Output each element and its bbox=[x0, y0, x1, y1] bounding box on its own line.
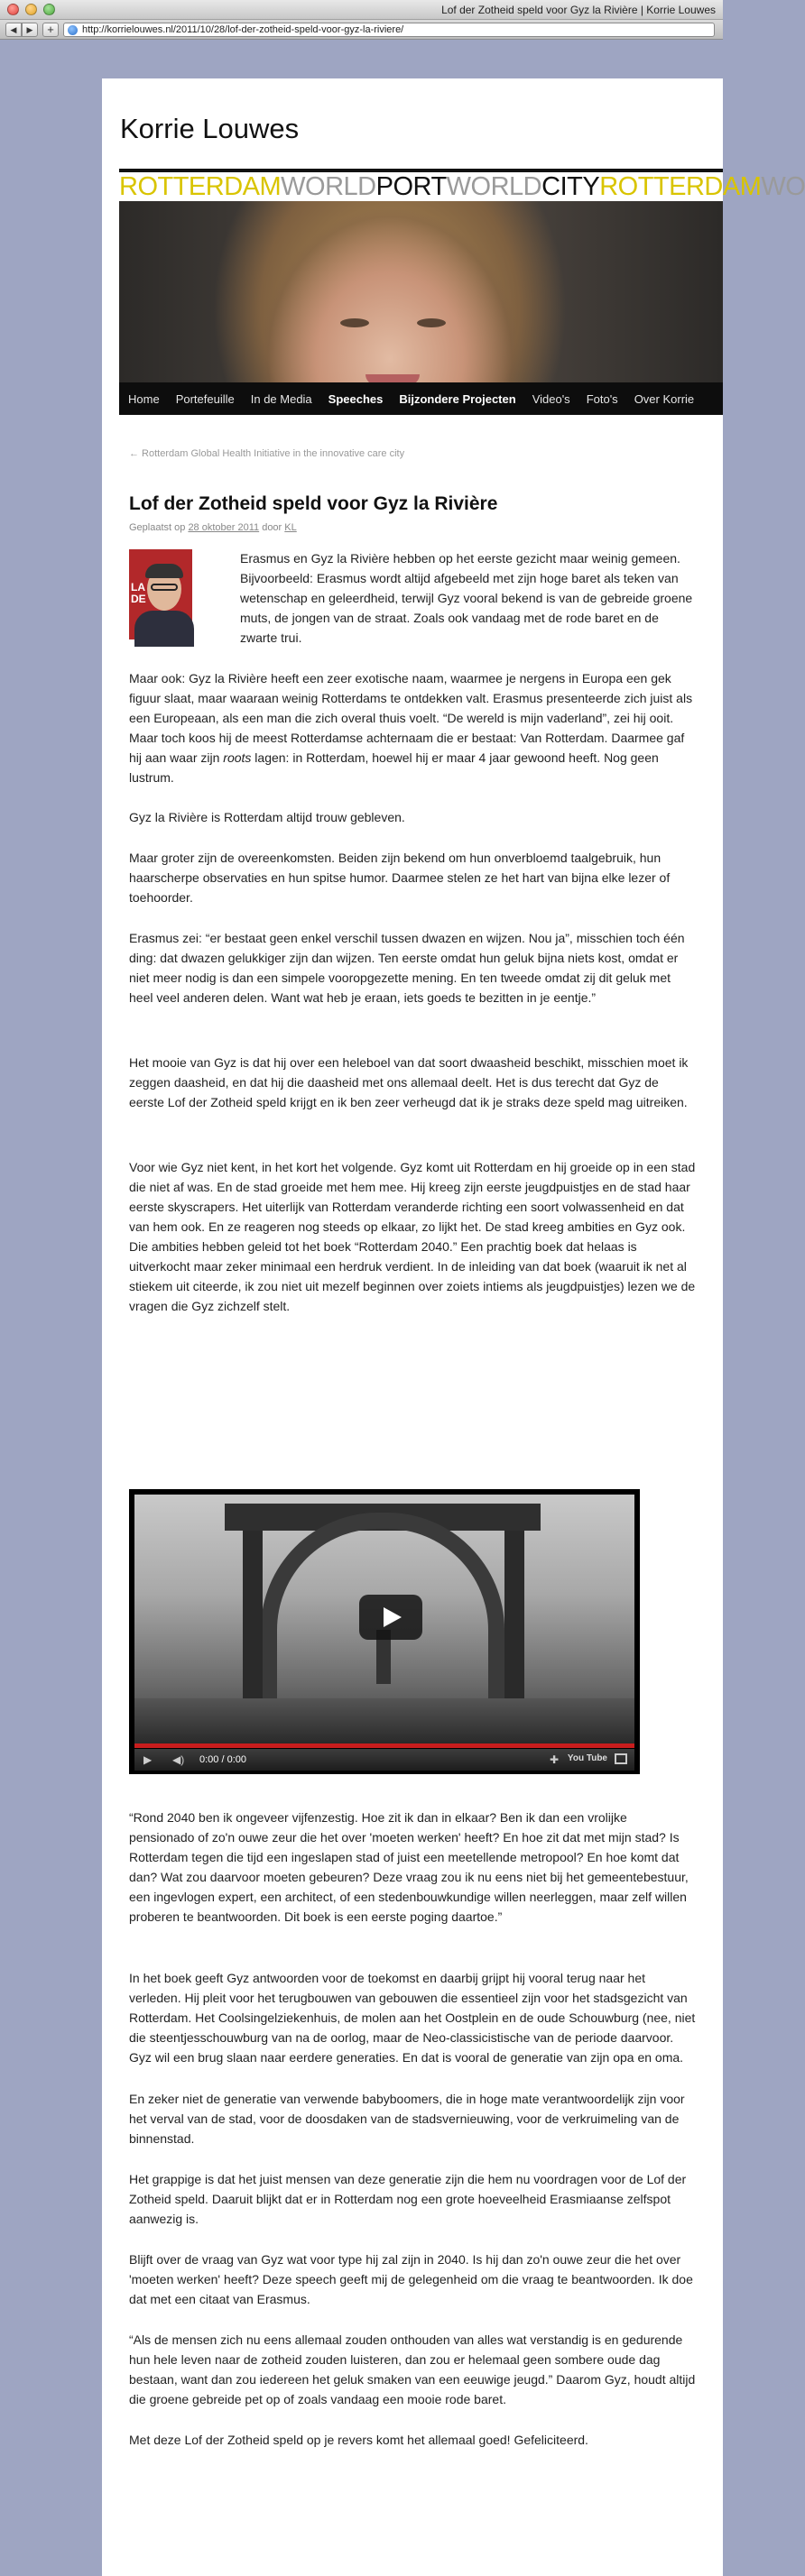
youtube-logo[interactable]: You Tube bbox=[567, 1753, 607, 1763]
paragraph: Gyz la Rivière is Rotterdam altijd trouw gebleven. bbox=[129, 810, 405, 824]
menu-item-fotos[interactable]: Foto's bbox=[586, 391, 618, 406]
browser-toolbar bbox=[0, 20, 723, 40]
address-text: http://korrielouwes.nl/2011/10/28/lof-der-zotheid-speld-voor-gyz-la-riviere/ bbox=[82, 24, 404, 35]
paragraph: Blijft over de vraag van Gyz wat voor type hij zal zijn in 2040. Is hij dan zo'n ouwe zeur die het over 'moeten werken' heeft? Deze speech geeft mij de gelegenheid om die vraag te beantwoorden. Ik doe dat met een citaat van Erasmus. bbox=[129, 2252, 693, 2306]
paragraph: Het grappige is dat het juist mensen van deze generatie zijn die hem nu voordragen voor de Lof der Zotheid speld. Daaruit blijkt dat er in Rotterdam nog een grote hoeveelheid Erasmiaanse zelfspot aanwezig is. bbox=[129, 2172, 687, 2226]
video-time: 0:00 / 0:00 bbox=[199, 1754, 246, 1765]
tagline-part: WORLD bbox=[446, 172, 542, 201]
menu-item-home[interactable]: Home bbox=[128, 391, 160, 406]
forward-button[interactable]: ▶ bbox=[22, 23, 38, 37]
video-player[interactable] bbox=[129, 1489, 640, 1774]
paragraph: In het boek geeft Gyz antwoorden voor de toekomst en daarbij grijpt hij vooral terug naar het verleden. Hij pleit voor het terugbouwen van gebouwen die essentieel zijn voor het stadsgezicht van Rotterdam. Het Coolsingelziekenhuis, de molen aan het Oostplein en de oude Schouwburg (nee, niet die steentjesschouwburg van na de oorlog, maar de Neo-classicistische van de periode daarvoor. Gyz wil een brug slaan naar eerdere generaties. En dat is vooral de generatie van zijn opa en oma. bbox=[129, 1971, 696, 2065]
photo-label: LA DE bbox=[131, 581, 146, 605]
author-link[interactable]: KL bbox=[284, 522, 297, 533]
paragraph-emphasis: roots bbox=[223, 750, 252, 765]
paragraph: Het mooie van Gyz is dat hij over een heleboel van dat soort dwaasheid beschikt, misschien moet ik zeggen daasheid, en dat hij die daasheid met ons allemaal deelt. Het is dus terecht dat Gyz de eerste Lof der Zotheid speld krijgt en ik ben zeer verheugd dat ik je straks deze speld mag uitreiken. bbox=[129, 1055, 689, 1109]
window-titlebar bbox=[0, 0, 723, 20]
globe-icon bbox=[68, 25, 78, 35]
photo-body bbox=[134, 611, 194, 647]
banner-tagline bbox=[119, 169, 805, 201]
play-button[interactable] bbox=[359, 1595, 422, 1640]
post-date-link[interactable]: 28 oktober 2011 bbox=[188, 522, 260, 533]
settings-icon[interactable]: ✚ bbox=[550, 1753, 560, 1766]
post-meta bbox=[129, 522, 297, 533]
header-portrait bbox=[119, 201, 723, 382]
tagline-part: ROTTERDAM bbox=[599, 172, 762, 201]
post-title: Lof der Zotheid speld voor Gyz la Rivière bbox=[129, 493, 498, 514]
post-photo bbox=[129, 549, 192, 639]
page-content bbox=[102, 78, 805, 2576]
address-bar[interactable] bbox=[63, 23, 715, 37]
paragraph: Voor wie Gyz niet kent, in het kort het volgende. Gyz komt uit Rotterdam en hij groeide op in een stad die niet af was. En de stad groeide met hem mee. Hij kreeg zijn eerste jeugdpuistjes en de stad haar eerste skyscrapers. Het uiterlijk van Rotterdam veranderde richting een soort volwassenheid en dat van hem ook. En ze reageren nog steeds op elkaar, zo lijkt het. De stad kreeg ambities en Gyz ook. Die ambities hebben geleid tot het boek “Rotterdam 2040.” Een prachtig boek dat helaas is uitverkocht maar zeker minimaal een herdruk verdient. In de inleiding van dat boek (waaruit ik net al stiekem uit citeerde, ik zou niet uit mezelf beginnen over zoiets intiems als jeugdpuistjes) lezen we de vragen die Gyz zichzelf stelt. bbox=[129, 1160, 696, 1313]
paragraph: Met deze Lof der Zotheid speld op je revers komt het allemaal goed! Gefeliciteerd. bbox=[129, 2433, 588, 2447]
photo-cap bbox=[145, 564, 183, 578]
photo-glasses bbox=[151, 584, 178, 591]
paragraph: Erasmus zei: “er bestaat geen enkel verschil tussen dwazen en wijzen. Nou ja”, misschien toch één ding: dat dwazen gelukkiger zijn dan wijzen. Ten eerste omdat hun geluk bijna niets kost, omdat er niet meer nodig is dan een simpele vooropgezette mening. En ten tweede omdat zij dit geluk met heel veel anderen delen. Want wat heb je eraan, iets goeds te bezitten in je eentje.” bbox=[129, 931, 685, 1005]
play-icon[interactable]: ▶ bbox=[143, 1753, 153, 1766]
video-controls bbox=[134, 1749, 634, 1771]
paragraph-text: lagen: in Rotterdam, hoewel hij er maar 4 jaar gewoond heeft. Nog geen lustrum. bbox=[129, 750, 659, 785]
video-thumbnail bbox=[134, 1495, 634, 1743]
menu-item-in-de-media[interactable]: In de Media bbox=[250, 391, 312, 406]
tagline-part: WO bbox=[761, 172, 805, 201]
menu-item-portefeuille[interactable]: Portefeuille bbox=[175, 391, 235, 406]
add-bookmark-button[interactable]: + bbox=[42, 23, 59, 37]
back-button[interactable]: ◀ bbox=[5, 23, 22, 37]
main-menu bbox=[119, 382, 723, 415]
tagline-part: WORLD bbox=[281, 172, 376, 201]
tagline-part: CITY bbox=[541, 172, 600, 201]
paragraph-intro: Erasmus en Gyz la Rivière hebben op het eerste gezicht maar weinig gemeen. Bijvoorbeeld: Erasmus wordt altijd afgebeeld met zijn hoge baret als teken van wetenschap en geleerdheid, terwijl Gyz vooral bekend is van de gebreide groene muts, de jongen van de straat. Zoals ook vandaag met de rode baret en de zwarte trui. bbox=[240, 551, 693, 645]
menu-item-over-korrie[interactable]: Over Korrie bbox=[634, 391, 695, 406]
volume-icon[interactable]: ◀) bbox=[172, 1753, 185, 1766]
tagline-part: PORT bbox=[375, 172, 447, 201]
menu-item-speeches[interactable]: Speeches bbox=[328, 391, 384, 406]
menu-item-bijzondere-projecten[interactable]: Bijzondere Projecten bbox=[399, 391, 516, 406]
portrait-eye bbox=[417, 318, 446, 327]
header-banner bbox=[119, 169, 805, 415]
tagline-part: ROTTERDAM bbox=[119, 172, 282, 201]
paragraph: Maar groter zijn de overeenkomsten. Beiden zijn bekend om hun onverbloemd taalgebruik, hun haarscherpe observaties en hun spitse humor. Daarmee stelen ze het hart van bijna elke lezer of toehoorder. bbox=[129, 851, 671, 905]
paragraph-quote: “Rond 2040 ben ik ongeveer vijfenzestig. Hoe zit ik dan in elkaar? Ben ik dan een vrolijke pensionado of zo'n ouwe zeur die het over 'moeten werken' heeft? En hoe zit dat met mijn stad? Is Rotterdam tegen die tijd een ingeslapen stad of juist een meetellende metropool? En hoe komt dat dan? Wat zou daarvoor moeten gebeuren? Deze vraag zou ik nu eens niet bij het gemeentebestuur, een ingevlogen expert, een architect, of een stedenbouwkundige willen neerleggen, maar zelf willen proberen te beantwoorden. Dit boek is een eerste poging daartoe.” bbox=[129, 1810, 689, 1924]
portrait-eye bbox=[340, 318, 369, 327]
paragraph-text: Maar ook: Gyz la Rivière heeft een zeer exotische naam, waarmee je nergens in Europa een gek figuur slaat, maar waaraan weinig Rotterdams te ontdekken valt. Erasmus presenteerde zich juist als een Europeaan, als een man die zich overal thuis voelt. “De wereld is mijn vaderland”, zei hij ooit. Maar toch koos hij de meest Rotterdamse achternaam die er bestaat: Van Rotterdam. Daarmee gaf hij aan waar zijn bbox=[129, 671, 693, 765]
previous-post-link[interactable]: ← Rotterdam Global Health Initiative in the innovative care city bbox=[129, 448, 405, 459]
paragraph: En zeker niet de generatie van verwende babyboomers, die in hoge mate verantwoordelijk zijn voor het verval van de stad, voor de doosdaken van de stadsvernieuwing, voor de verkruimeling van de binnenstad. bbox=[129, 2092, 685, 2146]
ground bbox=[134, 1698, 634, 1743]
site-title[interactable]: Korrie Louwes bbox=[120, 113, 300, 144]
meta-by: door bbox=[259, 522, 285, 533]
video-progress-bar[interactable] bbox=[134, 1743, 634, 1748]
paragraph-quote: “Als de mensen zich nu eens allemaal zouden onthouden van alles wat verstandig is en gedurende hun hele leven naar de zotheid zouden luisteren, dan zou er helemaal geen sombere oude dag bestaan, want dan zou iedereen het geluk smaken van een eeuwige jeugd.” Daarom Gyz, houdt altijd die groene gebreide pet op of zoals vandaag een mooie rode baret. bbox=[129, 2332, 696, 2406]
meta-prefix: Geplaatst op bbox=[129, 522, 189, 533]
fullscreen-icon[interactable] bbox=[615, 1753, 627, 1764]
menu-item-videos[interactable]: Video's bbox=[532, 391, 570, 406]
paragraph bbox=[129, 668, 696, 787]
window-title: Lof der Zotheid speld voor Gyz la Rivière | Korrie Louwes bbox=[441, 4, 716, 16]
